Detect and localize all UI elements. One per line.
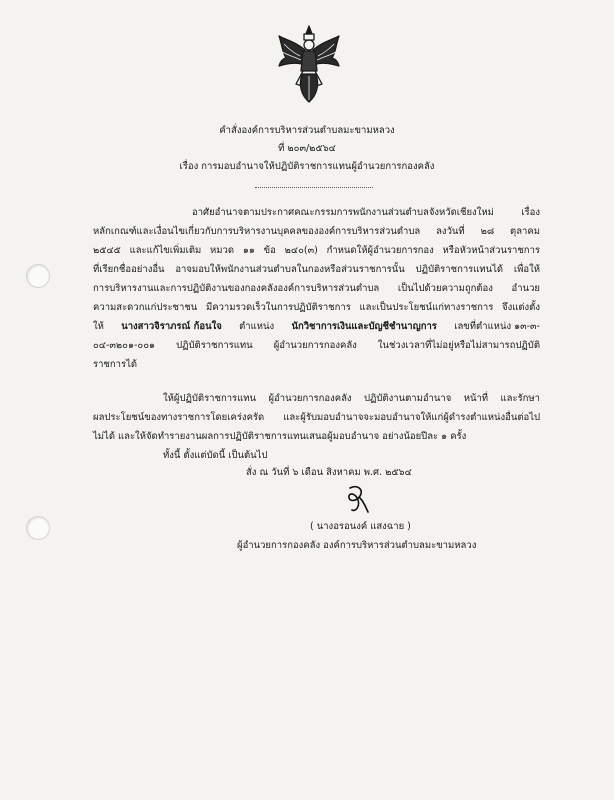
order-subject: เรื่อง การมอบอำนาจให้ปฏิบัติราชการแทนผู้อำนวยการกองคลัง [179,161,435,172]
handwritten-signature [340,484,374,514]
appointment-prefix: ให้ [93,321,104,332]
body-p1-line-3: ๒๕๔๕ และแก้ไขเพิ่มเติม หมวด ๑๑ ข้อ ๒๔๐(๓) กำหนดให้ผู้อำนวยการกอง หรือหัวหน้าส่วนราชการ [93,245,540,256]
body-p1-line-4: ที่เรียกชื่ออย่างอื่น อาจมอบให้พนักงานส่วนตำบลในกองหรือส่วนราชการนั้น ปฏิบัติราชการแทนได้ เพื่อให้ [93,264,540,275]
position-label: ตำแหน่ง [239,321,275,332]
appointee-position: นักวิชาการเงินและบัญชีชำนาญการ [291,321,437,332]
garuda-emblem-icon [276,24,342,104]
body-p3: ทั้งนี้ ตั้งแต่บัดนี้ เป็นต้นไป [163,450,268,461]
order-title: คำสั่งองค์การบริหารส่วนตำบลมะขามหลวง [219,125,395,136]
appointee-name: นางสาวจิราภรณ์ ก้อนใจ [121,321,222,332]
body-p2-line-1: ให้ผู้ปฏิบัติราชการแทน ผู้อำนวยการกองคลัง ปฏิบัติงานตามอำนาจ หน้าที่ และรักษา [163,393,540,404]
body-p1-line-8: ๐๔-๓๒๐๑-๐๐๑ ปฏิบัติราชการแทน ผู้อำนวยการกองคลัง ในช่วงเวลาที่ไม่อยู่หรือไม่สามารถปฏิบัติ [93,340,540,351]
order-number: ที่ ๒๐๓/๒๕๖๔ [278,143,336,154]
punch-hole-bottom [26,516,50,540]
order-date: สั่ง ณ วันที่ ๖ เดือน สิงหาคม พ.ศ. ๒๕๖๔ [246,467,412,478]
body-p1-line-6: ความสะดวกแก่ประชาชน มีความรวดเร็วในการปฏิบัติราชการ และเป็นประโยชน์แก่ทางราชการ จึงแต่งตั้ง [93,302,540,313]
punch-hole-top [26,264,50,288]
body-p1-line-7 [93,320,540,333]
body-p2-line-3: ไม่ได้ และให้จัดทำรายงานผลการปฏิบัติราชการแทนเสนอผู้มอบอำนาจ อย่างน้อยปีละ ๑ ครั้ง [93,431,467,442]
position-number: เลขที่ตำแหน่ง ๑๓-๓- [454,321,540,332]
body-p1-line-2: หลักเกณฑ์และเงื่อนไขเกี่ยวกับการบริหารงานบุคคลขององค์การบริหารส่วนตำบล ลงวันที่ ๒๘ ตุลาคม [93,226,540,237]
body-p2-line-2: ผลประโยชน์ของทางราชการโดยเคร่งครัด และผู้รับมอบอำนาจจะมอบอำนาจให้แก่ผู้ดำรงตำแหน่งอื่นต่อไป [93,412,540,423]
body-p1-line-5: การบริหารงานและการปฏิบัติงานของกองคลังองค์การบริหารส่วนตำบล เป็นไปด้วยความถูกต้อง อำนวย [93,283,540,294]
body-p1-line-1: อาศัยอำนาจตามประกาศคณะกรรมการพนักงานส่วนตำบลจังหวัดเชียงใหม่ เรื่อง [192,207,540,218]
separator-dotted-line [255,187,373,188]
body-p1-line-9: ราชการได้ [93,359,138,370]
signer-title: ผู้อำนวยการกองคลัง องค์การบริหารส่วนตำบลมะขามหลวง [237,540,477,551]
signer-name: ( นางอรอนงค์ แสงฉาย ) [310,521,411,532]
